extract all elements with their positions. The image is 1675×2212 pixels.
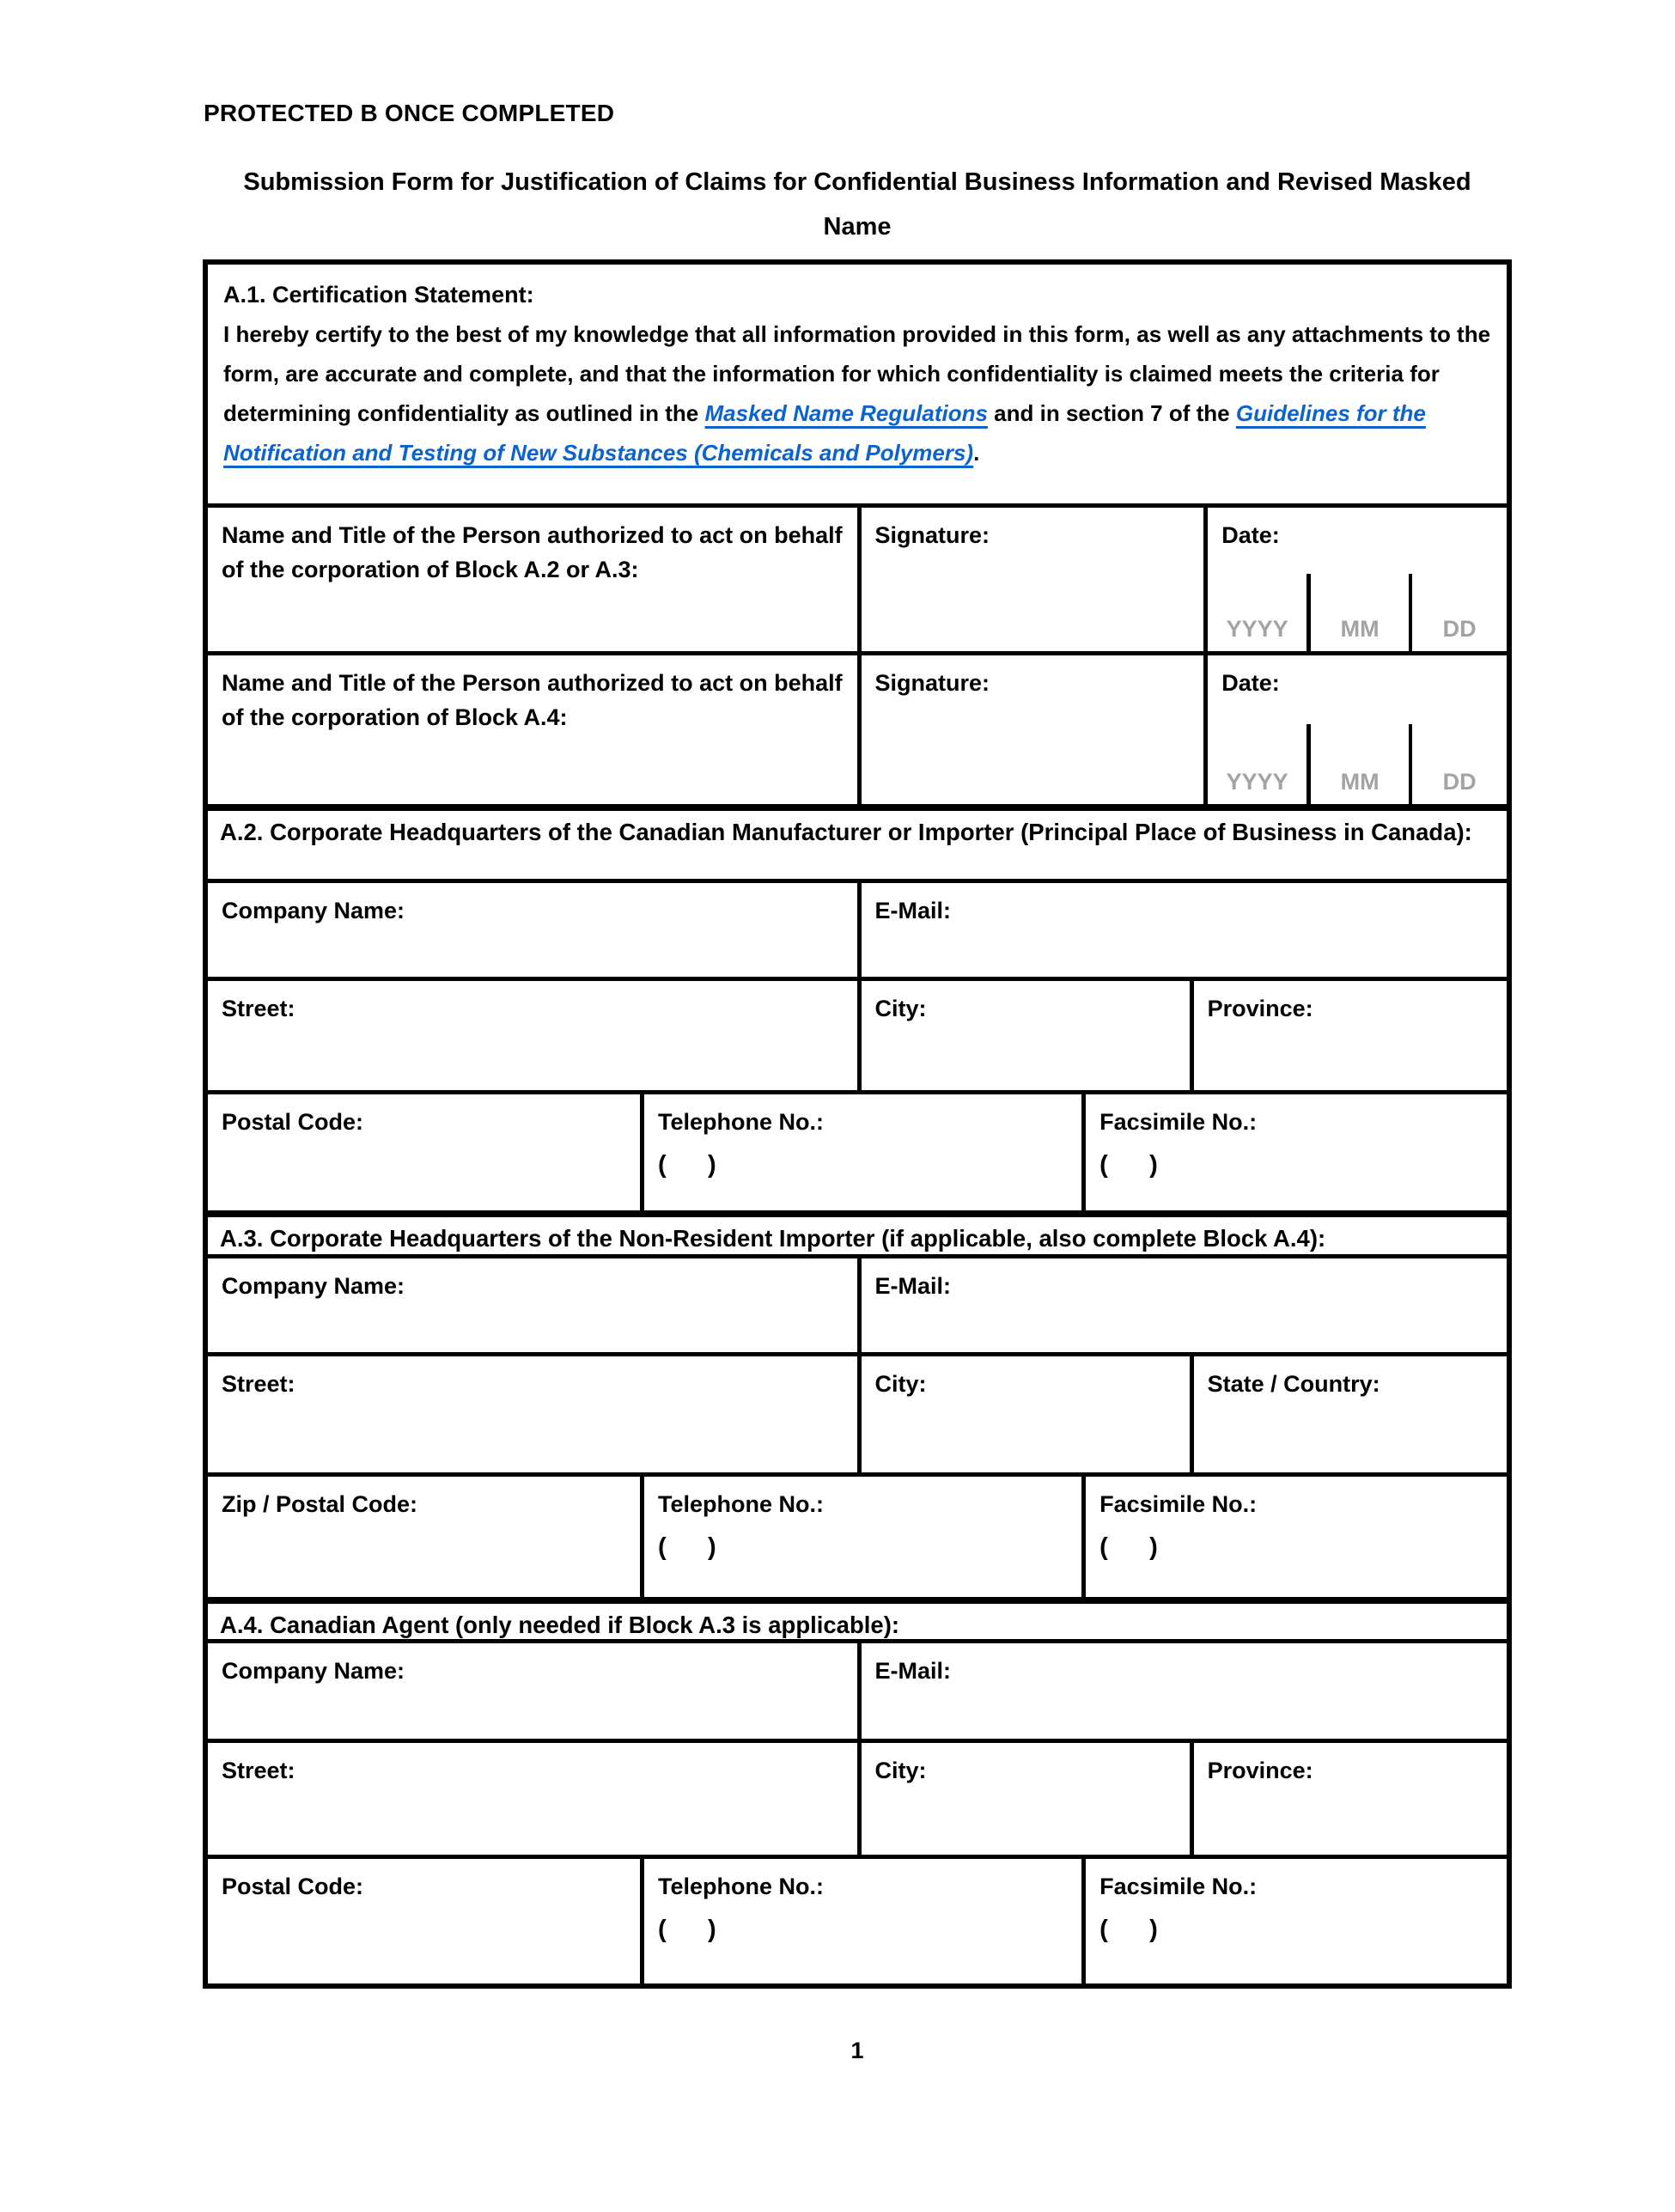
a4-facsimile-area-code-parens: ( ) bbox=[1099, 1916, 1158, 1943]
a3-company-name-label: Company Name: bbox=[222, 1273, 405, 1299]
a2-facsimile-field[interactable] bbox=[1086, 1094, 1507, 1210]
a3-telephone-area-code-parens: ( ) bbox=[658, 1533, 716, 1561]
a4-company-email-row bbox=[208, 1643, 1507, 1743]
month-input-a4[interactable]: MM bbox=[1306, 724, 1409, 804]
date-label-a2-a3: Date: bbox=[1221, 522, 1280, 548]
month-input-a2-a3[interactable]: MM bbox=[1306, 574, 1409, 651]
date-field-a4[interactable] bbox=[1208, 655, 1507, 804]
a3-zip-postal-code-label: Zip / Postal Code: bbox=[222, 1491, 418, 1517]
a3-facsimile-label: Facsimile No.: bbox=[1099, 1491, 1258, 1517]
authorized-person-a2-a3-field[interactable] bbox=[208, 508, 862, 651]
a4-email-field[interactable] bbox=[862, 1643, 1507, 1739]
a3-street-label: Street: bbox=[222, 1371, 295, 1397]
date-label-a4: Date: bbox=[1221, 670, 1280, 696]
a1-statement-post: . bbox=[973, 440, 980, 466]
signature-row-a4 bbox=[208, 655, 1507, 808]
a2-postal-code-label: Postal Code: bbox=[222, 1109, 364, 1135]
signature-field-a2-a3[interactable] bbox=[862, 508, 1209, 651]
a2-province-label: Province: bbox=[1207, 996, 1313, 1021]
a1-statement-pre: I hereby certify to the best of my knowledge that all information provided in this form, as well as any attachments to the form, are accurate and complete, and that the information for which confidentiality is claimed meets the criteria for determining confidentiality as outlined in the bbox=[223, 321, 1491, 426]
a2-facsimile-label: Facsimile No.: bbox=[1099, 1109, 1258, 1135]
a4-street-city-province-row bbox=[208, 1743, 1507, 1859]
link-masked-name-regulations[interactable]: Masked Name Regulations bbox=[704, 400, 988, 426]
a4-street-field[interactable] bbox=[208, 1743, 862, 1855]
signature-field-a4[interactable] bbox=[862, 655, 1209, 804]
a3-telephone-field[interactable] bbox=[644, 1477, 1086, 1597]
a4-telephone-field[interactable] bbox=[644, 1859, 1086, 1983]
a3-email-field[interactable] bbox=[862, 1258, 1507, 1352]
a4-heading-text: A.4. Canadian Agent (only needed if Block A.3 is applicable): bbox=[220, 1612, 900, 1638]
a3-state-country-label: State / Country: bbox=[1207, 1371, 1380, 1397]
a4-province-field[interactable] bbox=[1194, 1743, 1507, 1855]
a2-street-label: Street: bbox=[222, 996, 295, 1021]
a4-city-label: City: bbox=[874, 1758, 927, 1783]
a3-zip-phone-fax-row bbox=[208, 1477, 1507, 1601]
a2-company-name-field[interactable] bbox=[208, 883, 862, 977]
a2-province-field[interactable] bbox=[1194, 981, 1507, 1090]
a1-heading: A.1. Certification Statement: bbox=[223, 282, 534, 308]
a3-facsimile-area-code-parens: ( ) bbox=[1099, 1533, 1158, 1561]
submission-form-table bbox=[203, 259, 1512, 1989]
protected-b-label: PROTECTED B ONCE COMPLETED bbox=[204, 100, 615, 126]
a4-company-name-label: Company Name: bbox=[222, 1658, 405, 1684]
a4-company-name-field[interactable] bbox=[208, 1643, 862, 1739]
a2-company-email-row bbox=[208, 883, 1507, 981]
link-guidelines-new-substances[interactable]: Guidelines for the Notification and Testing of New Substances (Chemicals and Polymers) bbox=[223, 400, 1426, 466]
a2-telephone-field[interactable] bbox=[644, 1094, 1086, 1210]
a2-telephone-area-code-parens: ( ) bbox=[658, 1151, 716, 1179]
a4-street-label: Street: bbox=[222, 1758, 295, 1783]
date-ymd-grid-a4 bbox=[1208, 724, 1507, 804]
a2-email-field[interactable] bbox=[862, 883, 1507, 977]
a3-city-label: City: bbox=[874, 1371, 927, 1397]
a2-street-city-province-row bbox=[208, 981, 1507, 1094]
a2-section-heading bbox=[208, 808, 1507, 883]
a3-company-email-row bbox=[208, 1258, 1507, 1356]
signature-label-a2-a3: Signature: bbox=[874, 522, 990, 548]
document-title bbox=[203, 160, 1512, 249]
a4-telephone-label: Telephone No.: bbox=[658, 1874, 825, 1899]
a4-postal-phone-fax-row bbox=[208, 1859, 1507, 1983]
a1-certification-row bbox=[208, 265, 1507, 508]
a3-telephone-label: Telephone No.: bbox=[658, 1491, 825, 1517]
a4-postal-code-label: Postal Code: bbox=[222, 1874, 364, 1899]
date-field-a2-a3[interactable] bbox=[1208, 508, 1507, 651]
a2-postal-phone-fax-row bbox=[208, 1094, 1507, 1215]
a4-postal-code-field[interactable] bbox=[208, 1859, 644, 1983]
date-ymd-grid-a2-a3 bbox=[1208, 574, 1507, 651]
signature-row-a2-a3 bbox=[208, 508, 1507, 655]
a3-section-heading bbox=[208, 1215, 1507, 1258]
a2-city-label: City: bbox=[874, 996, 927, 1021]
a2-street-field[interactable] bbox=[208, 981, 862, 1090]
authorized-person-a4-label: Name and Title of the Person authorized to act on behalf of the corporation of Block A.4: bbox=[222, 670, 843, 730]
a4-email-label: E-Mail: bbox=[874, 1658, 952, 1684]
a3-street-city-state-row bbox=[208, 1356, 1507, 1477]
document-title-line1: Submission Form for Justification of Claims for Confidential Business Information and Revised Masked bbox=[243, 168, 1471, 196]
a4-section-heading bbox=[208, 1601, 1507, 1643]
authorized-person-a2-a3-label: Name and Title of the Person authorized to act on behalf of the corporation of Block A.2 or A.3: bbox=[222, 522, 843, 582]
a3-heading-text: A.3. Corporate Headquarters of the Non-Resident Importer (if applicable, also complete Block A.4): bbox=[220, 1225, 1326, 1252]
a3-state-country-field[interactable] bbox=[1194, 1356, 1507, 1472]
a3-zip-postal-code-field[interactable] bbox=[208, 1477, 644, 1597]
a3-email-label: E-Mail: bbox=[874, 1273, 952, 1299]
a2-company-name-label: Company Name: bbox=[222, 898, 405, 923]
page-number: 1 bbox=[850, 2038, 864, 2063]
document-title-line2: Name bbox=[823, 213, 892, 241]
day-input-a2-a3[interactable]: DD bbox=[1409, 574, 1507, 651]
a3-company-name-field[interactable] bbox=[208, 1258, 862, 1352]
a4-facsimile-label: Facsimile No.: bbox=[1099, 1874, 1258, 1899]
year-input-a2-a3[interactable]: YYYY bbox=[1226, 616, 1288, 642]
a4-facsimile-field[interactable] bbox=[1086, 1859, 1507, 1983]
a3-street-field[interactable] bbox=[208, 1356, 862, 1472]
a3-facsimile-field[interactable] bbox=[1086, 1477, 1507, 1597]
a1-statement bbox=[223, 314, 1491, 472]
day-input-a4[interactable]: DD bbox=[1409, 724, 1507, 804]
year-input-a4[interactable]: YYYY bbox=[1226, 769, 1288, 795]
a3-city-field[interactable] bbox=[862, 1356, 1194, 1472]
a4-province-label: Province: bbox=[1207, 1758, 1313, 1783]
a2-postal-code-field[interactable] bbox=[208, 1094, 644, 1210]
a2-city-field[interactable] bbox=[862, 981, 1194, 1090]
a2-telephone-label: Telephone No.: bbox=[658, 1109, 825, 1135]
signature-label-a4: Signature: bbox=[874, 670, 990, 696]
a4-city-field[interactable] bbox=[862, 1743, 1194, 1855]
authorized-person-a4-field[interactable] bbox=[208, 655, 862, 804]
a1-statement-mid: and in section 7 of the bbox=[987, 400, 1236, 426]
a2-email-label: E-Mail: bbox=[874, 898, 952, 923]
a4-telephone-area-code-parens: ( ) bbox=[658, 1916, 716, 1943]
a2-heading-text: A.2. Corporate Headquarters of the Canadian Manufacturer or Importer (Principal Place of Business in Canada): bbox=[220, 819, 1472, 845]
a1-certification-cell bbox=[208, 265, 1507, 503]
a2-facsimile-area-code-parens: ( ) bbox=[1099, 1151, 1158, 1179]
